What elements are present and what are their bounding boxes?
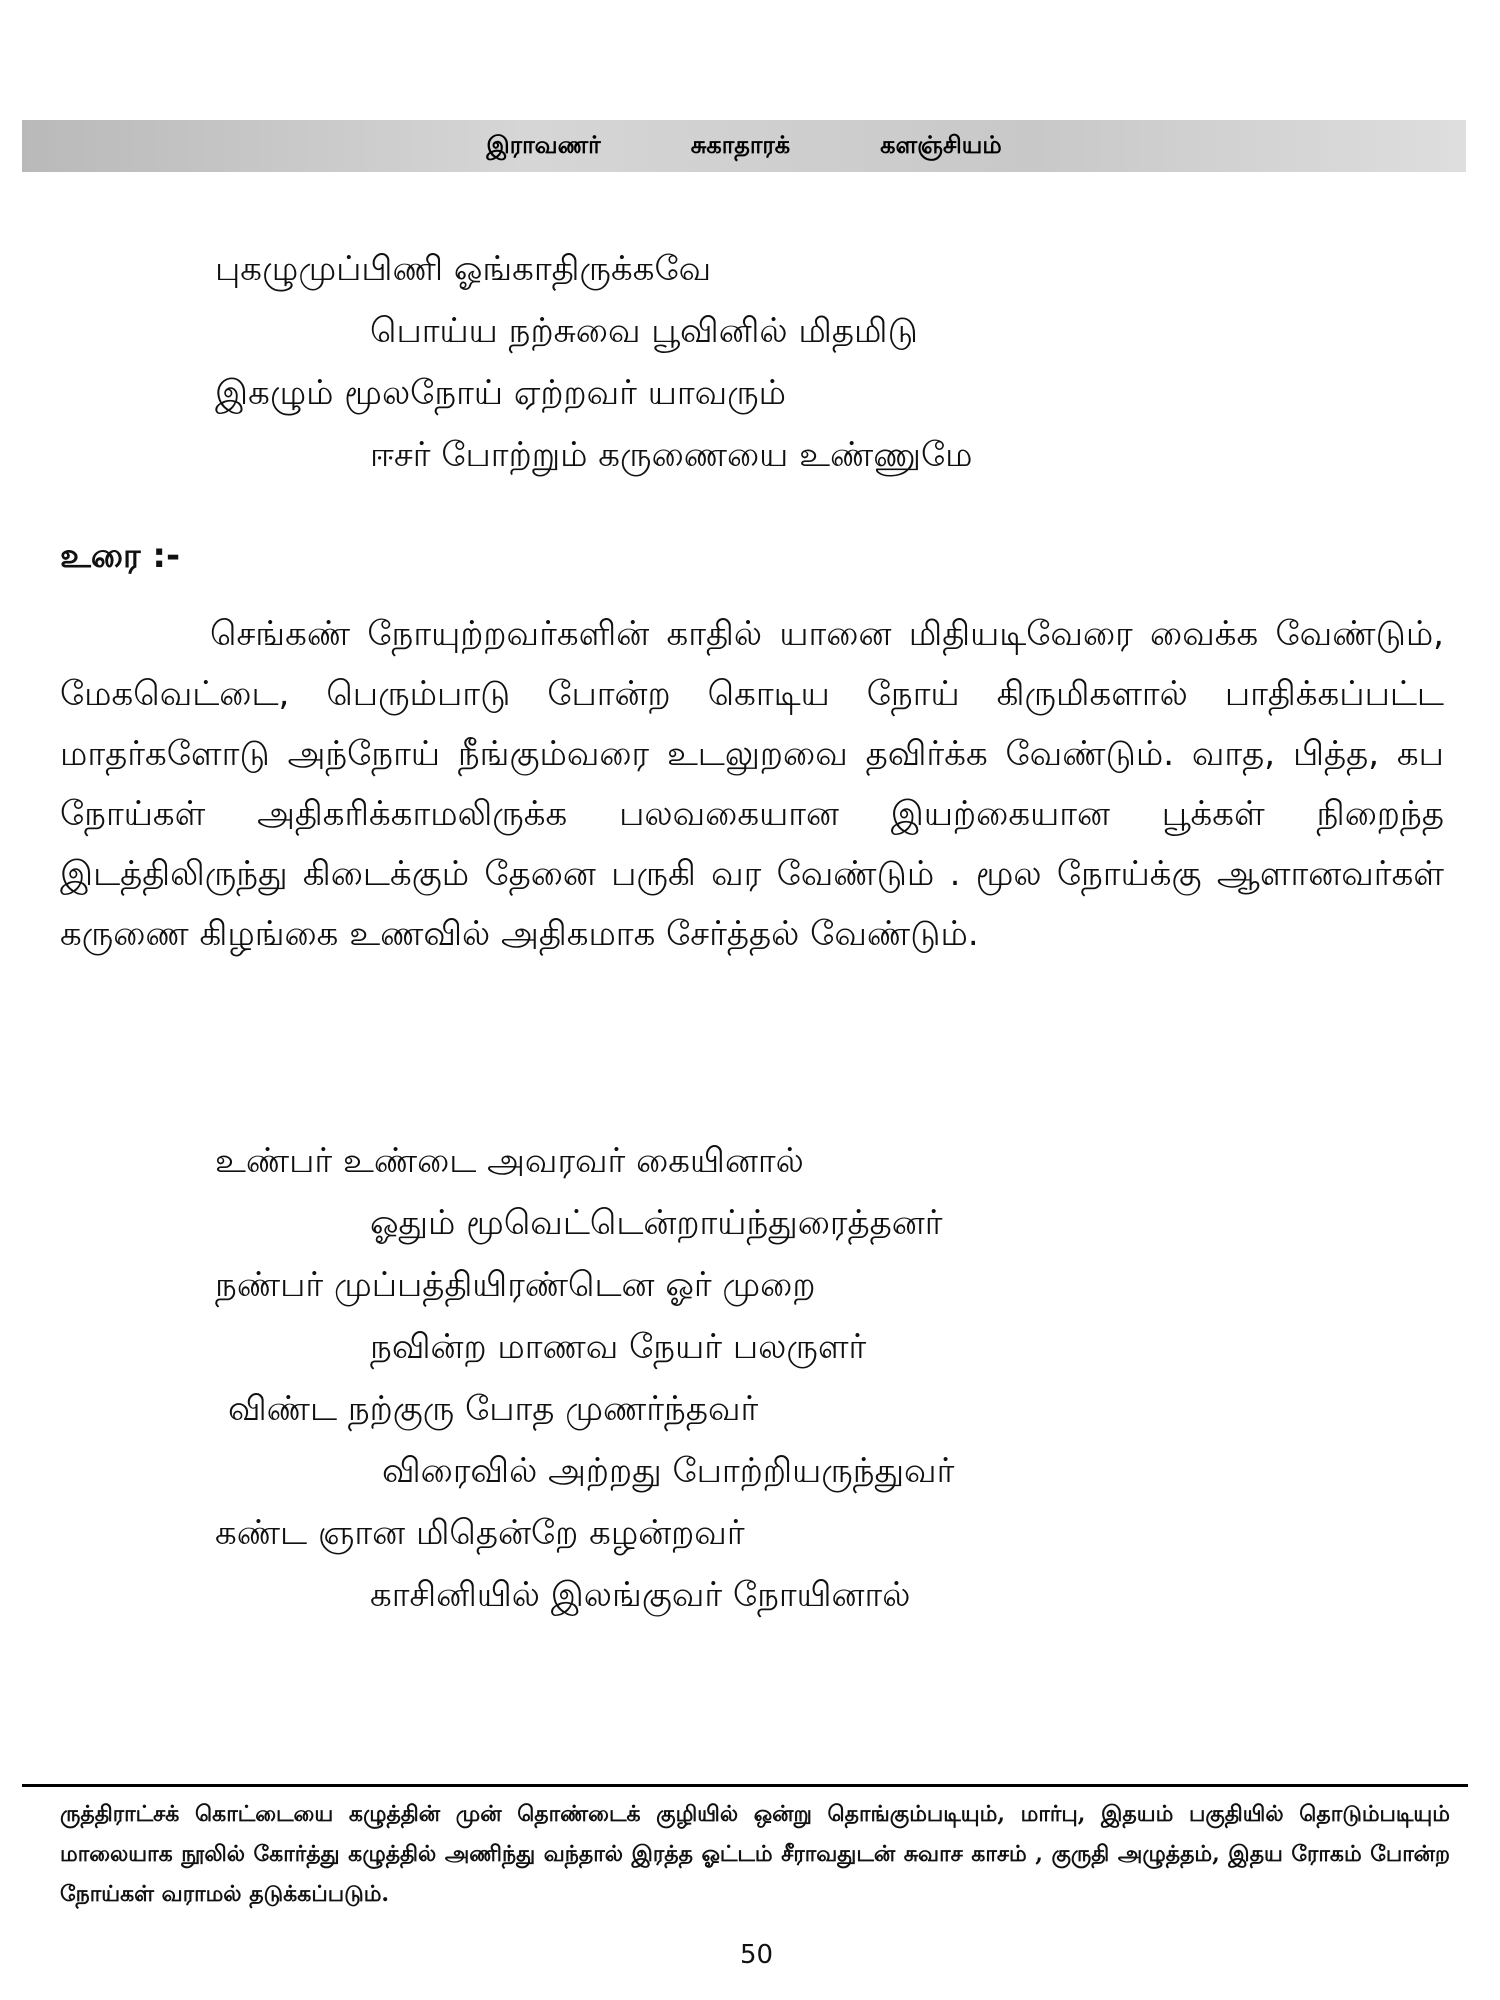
commentary-body: [60, 604, 1444, 964]
commentary-heading: உரை :-: [60, 536, 181, 576]
verse-line: கண்ட ஞான மிதென்றே கழன்றவர்: [215, 1513, 745, 1553]
verse-line: நவின்ற மாணவ நேயர் பலருளர்: [370, 1327, 867, 1367]
verse-1: [0, 238, 1500, 486]
verse-line: இகழும் மூலநோய் ஏற்றவர் யாவரும்: [215, 373, 787, 413]
footnote-divider: [22, 1784, 1468, 1787]
verse-2: [0, 1130, 1500, 1626]
book-title-part-1: இராவணர்: [486, 130, 601, 159]
verse-line: பொய்ய நற்சுவை பூவினில் மிதமிடு: [370, 311, 918, 351]
verse-line: விண்ட நற்குரு போத முணர்ந்தவர்: [228, 1389, 759, 1429]
book-title-part-3: களஞ்சியம்: [880, 130, 1002, 159]
verse-line: விரைவில் அற்றது போற்றியருந்துவர்: [382, 1451, 955, 1491]
verse-line: புகழுமுப்பிணி ஓங்காதிருக்கவே: [215, 249, 712, 289]
book-title-part-2: சுகாதாரக்: [690, 130, 791, 159]
running-header: [22, 120, 1466, 172]
book-title: [22, 120, 1466, 172]
verse-line: ஈசர் போற்றும் கருணையை உண்ணுமே: [370, 435, 973, 475]
verse-line: ஓதும் மூவெட்டென்றாய்ந்துரைத்தனர்: [370, 1203, 943, 1243]
page-number: 50: [740, 1940, 774, 1970]
verse-line: உண்பர் உண்டை அவரவர் கையினால்: [215, 1141, 804, 1181]
footnote: ருத்திராட்சக் கொட்டையை கழுத்தின் முன் தொண்டைக் குழியில் ஒன்று தொங்கும்படியும், மார்பு, இதயம் பகுதியில் தொடும்படியும் மாலையாக நூலில் கோர்த்து கழுத்தில் அணிந்து வந்தால் இரத்த ஓட்டம் சீராவதுடன் சுவாச காசம் , குருதி அழுத்தம், இதய ரோகம் போன்ற நோய்கள் வராமல் தடுக்கப்படும்.: [60, 1801, 1450, 1907]
verse-line: நண்பர் முப்பத்தியிரண்டென ஓர் முறை: [215, 1265, 816, 1305]
verse-line: காசினியில் இலங்குவர் நோயினால்: [370, 1575, 911, 1615]
commentary-paragraph: செங்கண் நோயுற்றவர்களின் காதில் யானை மிதியடிவேரை வைக்க வேண்டும், மேகவெட்டை, பெரும்பாடு போன்ற கொடிய நோய் கிருமிகளால் பாதிக்கப்பட்ட மாதர்களோடு அந்நோய் நீங்கும்வரை உடலுறவை தவிர்க்க வேண்டும். வாத, பித்த, கப நோய்கள் அதிகரிக்காமலிருக்க பலவகையான இயற்கையான பூக்கள் நிறைந்த இடத்திலிருந்து கிடைக்கும் தேனை பருகி வர வேண்டும் . மூல நோய்க்கு ஆளானவர்கள் கருணை கிழங்கை உணவில் அதிகமாக சேர்த்தல் வேண்டும்.: [60, 614, 1444, 954]
